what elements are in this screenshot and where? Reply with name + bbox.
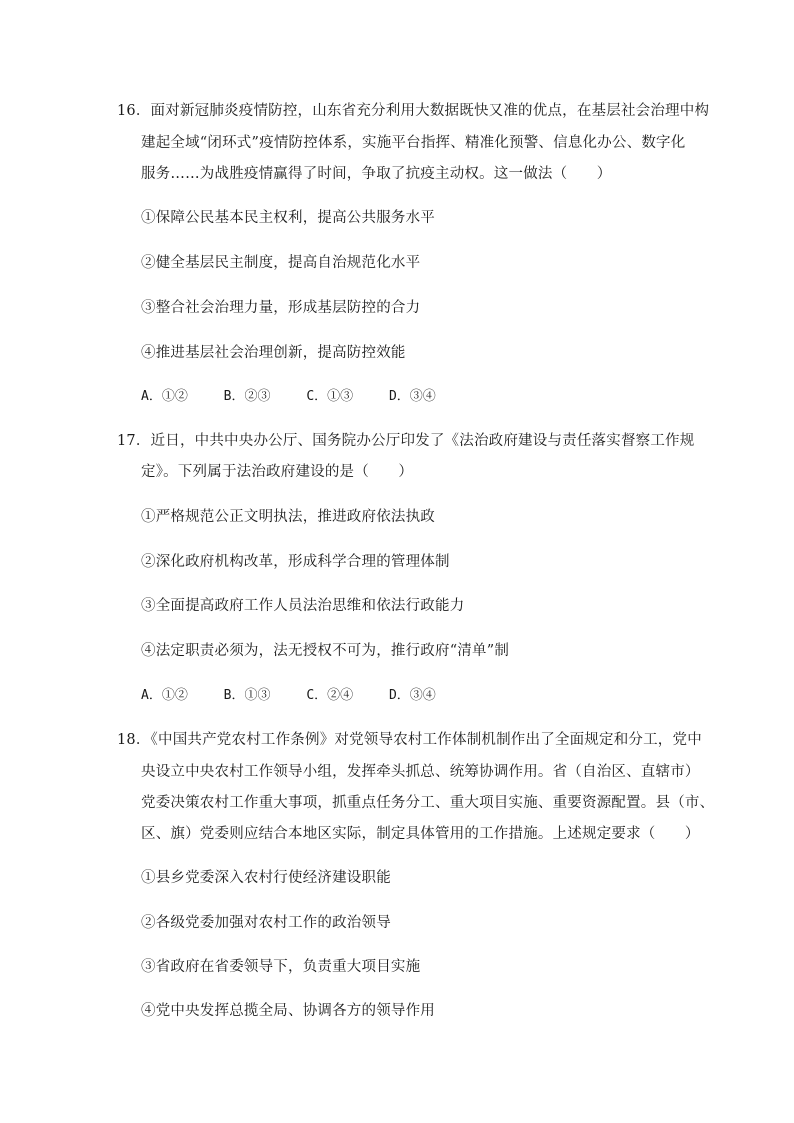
- question-17-item-3: ③全面提高政府工作人员法治思维和依法行政能力: [141, 598, 465, 614]
- question-16-option-c: C．①③: [306, 389, 354, 404]
- question-18-stem-line-4: 区、旗）党委则应结合本地区实际，制定具体管用的工作措施。上述规定要求（ ）: [141, 826, 700, 842]
- question-18-stem-line-3: 党委决策农村工作重大事项，抓重点任务分工、重大项目实施、重要资源配置。县（市、: [141, 795, 715, 811]
- question-17-option-a: A．①②: [141, 688, 188, 703]
- question-18-stem-line-2: 央设立中央农村工作领导小组，发挥牵头抓总、统筹协调作用。省（自治区、直辖市）: [141, 764, 700, 780]
- question-16-option-b: B．②③: [223, 389, 271, 404]
- question-17-option-c: C．②④: [306, 688, 354, 703]
- question-16-stem-line-3: 服务……为战胜疫情赢得了时间，争取了抗疫主动权。这一做法（ ）: [141, 166, 612, 182]
- question-18-item-4: ④党中央发挥总揽全局、协调各方的领导作用: [141, 1003, 435, 1019]
- question-16-option-a: A．①②: [141, 389, 188, 404]
- question-17-item-2: ②深化政府机构改革，形成科学合理的管理体制: [141, 554, 450, 570]
- question-16-item-3: ③整合社会治理力量，形成基层防控的合力: [141, 300, 421, 316]
- question-17-option-d: D．③④: [388, 688, 436, 703]
- question-18-item-3: ③省政府在省委领导下，负责重大项目实施: [141, 959, 421, 975]
- question-17-item-4: ④法定职责必须为，法无授权不可为，推行政府“清单”制: [141, 643, 510, 659]
- question-17-options: [141, 686, 464, 706]
- question-16-item-4: ④推进基层社会治理创新，提高防控效能: [141, 345, 406, 361]
- question-16-item-2: ②健全基层民主制度，提高自治规范化水平: [141, 255, 421, 271]
- question-16-stem-line-1: 16．面对新冠肺炎疫情防控，山东省充分利用大数据既快又准的优点，在基层社会治理中构: [117, 103, 710, 119]
- question-17-stem-line-1: 17．近日，中共中央办公厅、国务院办公厅印发了《法治政府建设与责任落实督察工作规: [117, 433, 695, 449]
- question-17-stem-line-2: 定》。下列属于法治政府建设的是（ ）: [141, 464, 414, 480]
- question-16-option-d: D．③④: [388, 389, 436, 404]
- question-18-stem-line-1: 18．《中国共产党农村工作条例》对党领导农村工作体制机制作出了全面规定和分工，党中: [117, 732, 702, 748]
- question-17-option-b: B．①③: [223, 688, 271, 703]
- question-18-item-1: ①县乡党委深入农村行使经济建设职能: [141, 870, 391, 886]
- question-18-item-2: ②各级党委加强对农村工作的政治领导: [141, 915, 391, 931]
- question-16-stem-line-2: 建起全域“闭环式”疫情防控体系，实施平台指挥、精准化预警、信息化办公、数字化: [141, 135, 686, 151]
- question-17-item-1: ①严格规范公正文明执法，推进政府依法执政: [141, 509, 435, 525]
- question-16-item-1: ①保障公民基本民主权利，提高公共服务水平: [141, 210, 435, 226]
- question-16-options: [141, 387, 464, 407]
